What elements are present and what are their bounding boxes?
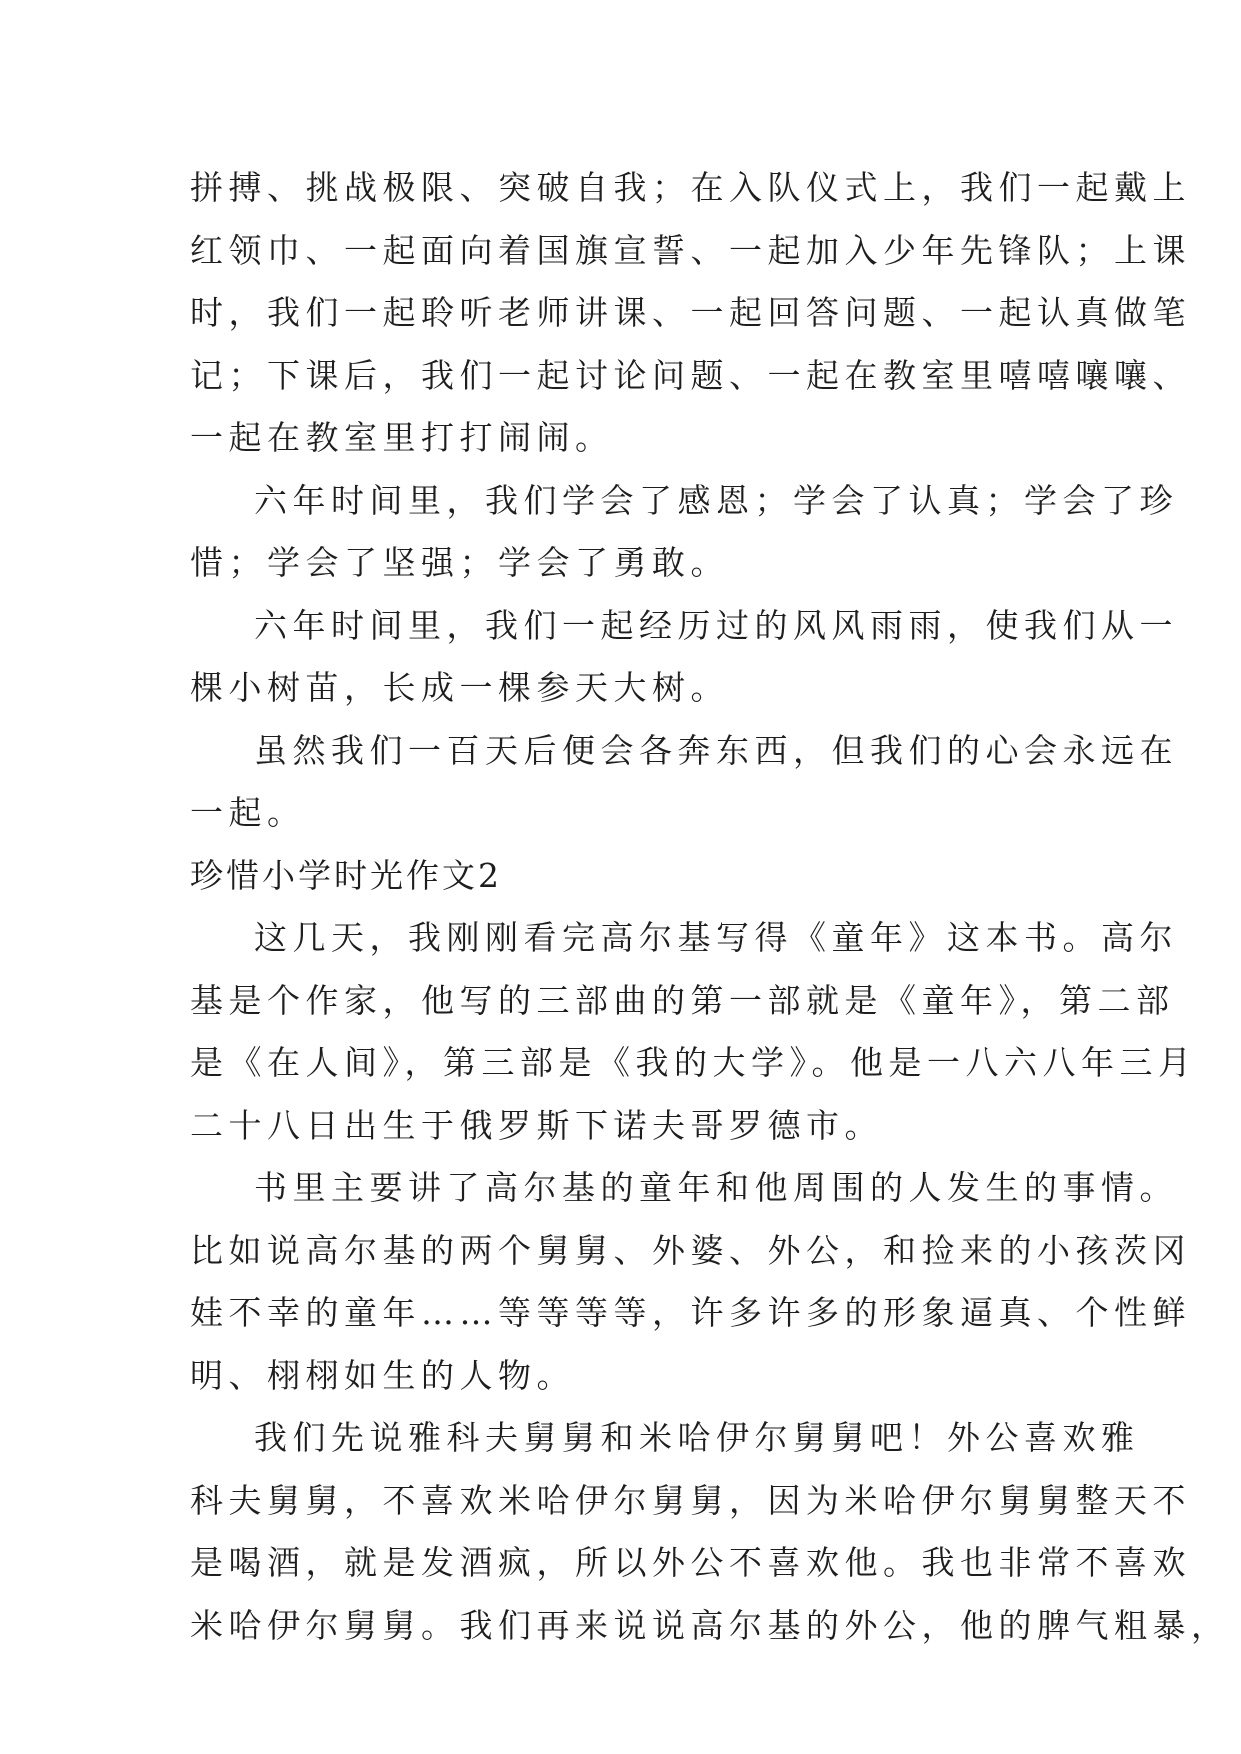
body-line: 是喝酒，就是发酒疯，所以外公不喜欢他。我也非常不喜欢 — [190, 1543, 1191, 1582]
paragraph-start-line: 六年时间里，我们学会了感恩；学会了认真；学会了珍 — [254, 480, 1178, 520]
body-line: 红领巾、一起面向着国旗宣誓、一起加入少年先锋队；上课 — [190, 230, 1191, 270]
body-line: 娃不幸的童年……等等等等，许多许多的形象逼真、个性鲜 — [190, 1293, 1191, 1332]
body-line: 一起。 — [190, 793, 306, 832]
body-line: 记；下课后，我们一起讨论问题、一起在教室里嘻嘻嚷嚷、 — [190, 355, 1191, 395]
body-line: 是《在人间》，第三部是《我的大学》。他是一八六八年三月 — [190, 1043, 1197, 1082]
body-line: 一起在教室里打打闹闹。 — [190, 418, 614, 457]
section-heading: 珍惜小学时光作文2 — [190, 855, 502, 895]
body-line: 二十八日出生于俄罗斯下诺夫哥罗德市。 — [190, 1105, 883, 1145]
document-body — [190, 157, 1230, 1657]
paragraph-start-line: 我们先说雅科夫舅舅和米哈伊尔舅舅吧！外公喜欢雅 — [254, 1418, 1140, 1457]
paragraph-start-line: 这几天，我刚刚看完高尔基写得《童年》这本书。高尔 — [254, 918, 1178, 957]
paragraph-start-line: 虽然我们一百天后便会各奔东西，但我们的心会永远在 — [254, 730, 1178, 770]
body-line: 惜；学会了坚强；学会了勇敢。 — [190, 543, 729, 582]
paragraph-start-line: 六年时间里，我们一起经历过的风风雨雨，使我们从一 — [254, 605, 1178, 645]
body-line: 明、栩栩如生的人物。 — [190, 1355, 575, 1395]
body-line: 米哈伊尔舅舅。我们再来说说高尔基的外公，他的脾气粗暴， — [190, 1605, 1230, 1645]
body-line: 基是个作家，他写的三部曲的第一部就是《童年》，第二部 — [190, 980, 1175, 1020]
body-line: 科夫舅舅，不喜欢米哈伊尔舅舅，因为米哈伊尔舅舅整天不 — [190, 1480, 1191, 1520]
paragraph-start-line: 书里主要讲了高尔基的童年和他周围的人发生的事情。 — [254, 1168, 1178, 1207]
body-line: 拼搏、挑战极限、突破自我；在入队仪式上，我们一起戴上 — [190, 168, 1191, 207]
body-line: 棵小树苗，长成一棵参天大树。 — [190, 668, 729, 707]
body-line: 时，我们一起聆听老师讲课、一起回答问题、一起认真做笔 — [190, 293, 1191, 332]
body-line: 比如说高尔基的两个舅舅、外婆、外公，和捡来的小孩茨冈 — [190, 1230, 1191, 1270]
